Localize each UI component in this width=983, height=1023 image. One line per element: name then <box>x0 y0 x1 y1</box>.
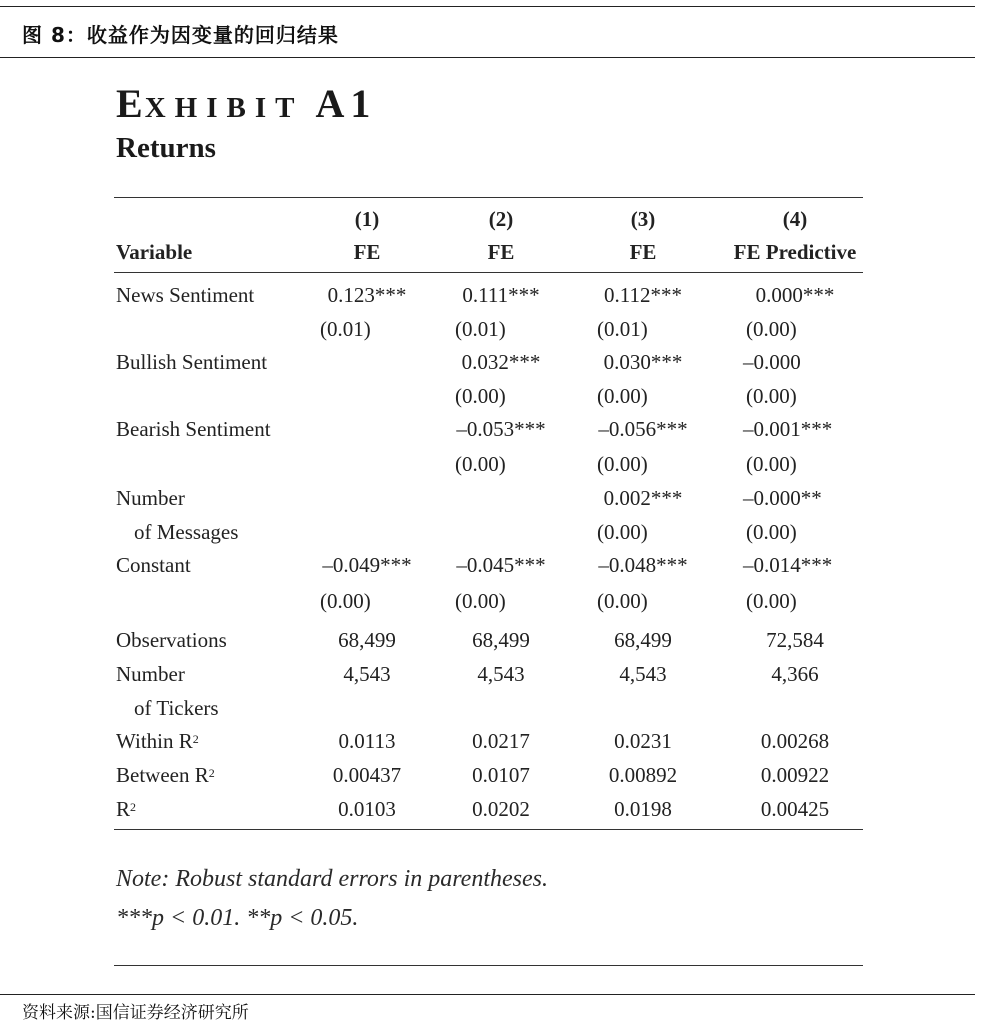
tickers-4: 4,366 <box>771 662 819 686</box>
news-se-2: (0.01) <box>455 317 506 341</box>
row-label-constant: Constant <box>116 553 191 577</box>
between-r2-1: 0.00437 <box>332 763 402 787</box>
tickers-3: 4,543 <box>619 662 667 686</box>
column-3-number: (3) <box>630 207 656 231</box>
row-label-between-r2 <box>116 763 215 787</box>
news-se-1: (0.01) <box>320 317 371 341</box>
r2-superscript: 2 <box>130 800 137 814</box>
bearish-coef-3: –0.056*** <box>598 417 688 441</box>
row-label-number-line1: Number <box>116 486 185 510</box>
messages-se-3: (0.00) <box>597 520 648 544</box>
row-label-of-messages: of Messages <box>134 520 239 544</box>
news-coef-3: 0.112*** <box>604 283 682 307</box>
column-2-number: (2) <box>488 207 514 231</box>
constant-se-4: (0.00) <box>746 589 797 613</box>
column-1-number: (1) <box>354 207 380 231</box>
within-r2-4: 0.00268 <box>760 729 830 753</box>
bearish-se-4: (0.00) <box>746 452 797 476</box>
table-top-rule <box>114 197 863 198</box>
figure-header <box>0 6 975 58</box>
news-se-4: (0.00) <box>746 317 797 341</box>
constant-se-2: (0.00) <box>455 589 506 613</box>
observations-4: 72,584 <box>766 628 824 652</box>
exhibit-first-letter: E <box>116 81 145 126</box>
between-r2-2: 0.0107 <box>472 763 530 787</box>
within-r2-1: 0.0113 <box>338 729 396 753</box>
column-3-label: FE <box>629 240 657 264</box>
exhibit-subtitle: Returns <box>116 132 216 164</box>
row-label-news-sentiment: News Sentiment <box>116 283 255 307</box>
between-r2-4: 0.00922 <box>760 763 830 787</box>
bearish-coef-4: –0.001*** <box>743 417 833 441</box>
bearish-coef-2: –0.053*** <box>456 417 546 441</box>
exhibit-rest-letters: XHIBIT <box>144 92 304 124</box>
column-2-label: FE <box>487 240 515 264</box>
between-r2-superscript: 2 <box>208 766 215 780</box>
r2-3: 0.0198 <box>614 797 672 821</box>
bearish-se-2: (0.00) <box>455 452 506 476</box>
messages-coef-4: –0.000** <box>743 486 822 510</box>
figure-title: 图 8：收益作为因变量的回归结果 <box>22 23 339 47</box>
column-4-number: (4) <box>782 207 808 231</box>
messages-se-4: (0.00) <box>746 520 797 544</box>
source-text: 资料来源:国信证券经济研究所 <box>22 1003 249 1023</box>
exhibit-title <box>116 80 376 127</box>
news-coef-4: 0.000*** <box>755 283 835 307</box>
constant-coef-1: –0.049*** <box>322 553 412 577</box>
bullish-se-4: (0.00) <box>746 384 797 408</box>
row-label-within-r2 <box>116 729 199 753</box>
row-label-r2 <box>116 797 136 821</box>
within-r2-superscript: 2 <box>192 732 199 746</box>
observations-2: 68,499 <box>472 628 530 652</box>
bullish-se-2: (0.00) <box>455 384 506 408</box>
r2-text: R <box>116 797 131 821</box>
between-r2-3: 0.00892 <box>608 763 678 787</box>
table-header-rule <box>114 272 863 273</box>
column-1-label: FE <box>353 240 381 264</box>
notes-bottom-rule <box>114 965 863 966</box>
r2-1: 0.0103 <box>338 797 396 821</box>
note-line-2: ***p < 0.01. **p < 0.05. <box>116 905 359 931</box>
exhibit-number: A1 <box>315 81 377 126</box>
source-rule <box>0 994 975 995</box>
row-label-of-tickers: of Tickers <box>134 696 219 720</box>
news-coef-1: 0.123*** <box>327 283 407 307</box>
tickers-1: 4,543 <box>343 662 391 686</box>
news-coef-2: 0.111*** <box>462 283 540 307</box>
constant-coef-4: –0.014*** <box>743 553 833 577</box>
note-line-1: Note: Robust standard errors in parentheses. <box>116 866 548 892</box>
bearish-se-3: (0.00) <box>597 452 648 476</box>
news-se-3: (0.01) <box>597 317 648 341</box>
constant-se-1: (0.00) <box>320 589 371 613</box>
constant-se-3: (0.00) <box>597 589 648 613</box>
constant-coef-2: –0.045*** <box>456 553 546 577</box>
row-label-number-tickers-line1: Number <box>116 662 185 686</box>
constant-coef-3: –0.048*** <box>598 553 688 577</box>
row-label-bearish-sentiment: Bearish Sentiment <box>116 417 271 441</box>
bullish-se-3: (0.00) <box>597 384 648 408</box>
bullish-coef-3: 0.030*** <box>603 350 683 374</box>
tickers-2: 4,543 <box>477 662 525 686</box>
column-4-label: FE Predictive <box>733 240 857 264</box>
row-label-observations: Observations <box>116 628 227 652</box>
observations-3: 68,499 <box>614 628 672 652</box>
within-r2-2: 0.0217 <box>472 729 530 753</box>
table-bottom-rule <box>114 829 863 830</box>
r2-4: 0.00425 <box>760 797 830 821</box>
between-r2-text: Between R <box>116 763 209 787</box>
r2-2: 0.0202 <box>472 797 530 821</box>
row-label-bullish-sentiment: Bullish Sentiment <box>116 350 268 374</box>
messages-coef-3: 0.002*** <box>603 486 683 510</box>
bullish-coef-4: –0.000 <box>743 350 801 374</box>
within-r2-3: 0.0231 <box>614 729 672 753</box>
variable-header: Variable <box>116 240 193 264</box>
observations-1: 68,499 <box>338 628 396 652</box>
within-r2-text: Within R <box>116 729 193 753</box>
bullish-coef-2: 0.032*** <box>461 350 541 374</box>
